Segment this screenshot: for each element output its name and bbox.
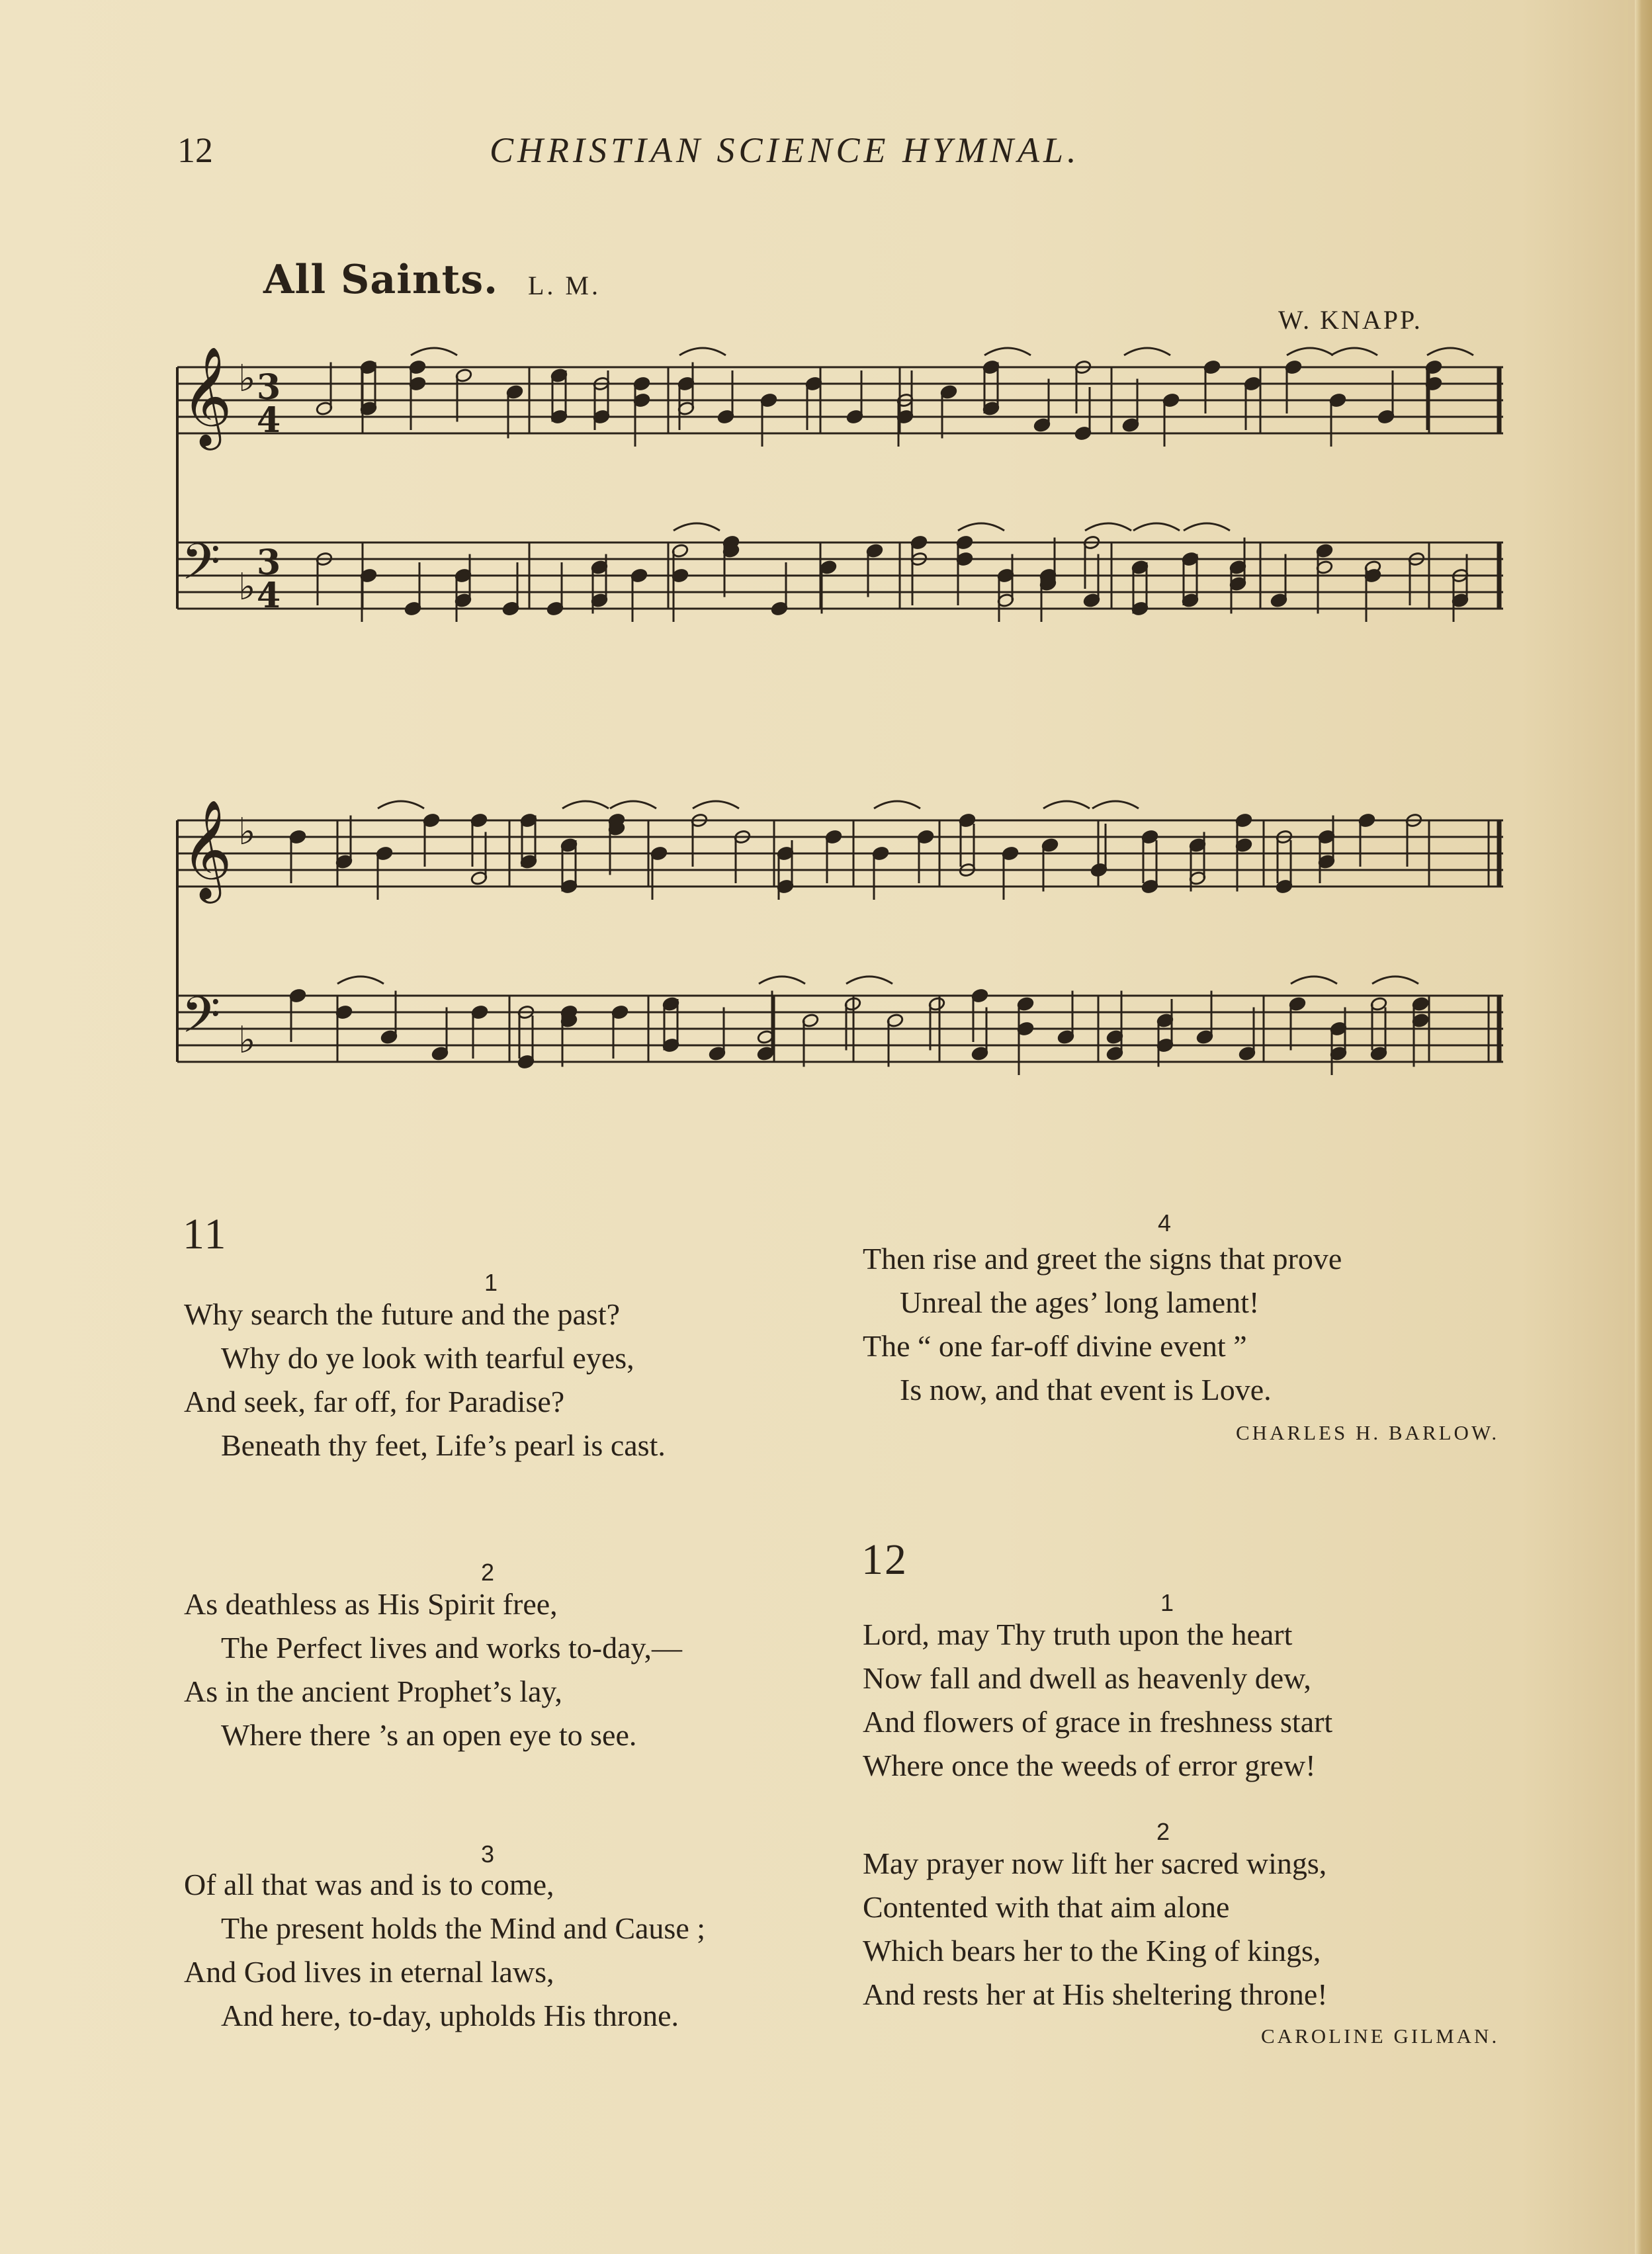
verse-line: Why do ye look with tearful eyes, (221, 1341, 634, 1375)
composer: W. KNAPP. (1278, 305, 1422, 335)
stanza-number: 4 (1158, 1209, 1172, 1236)
hymn-author: CAROLINE GILMAN. (1261, 2024, 1500, 2048)
verse-line: Is now, and that event is Love. (900, 1373, 1272, 1407)
tune-name: All Saints. (263, 257, 499, 303)
time-signature: 4 (257, 576, 281, 616)
verse-line: Beneath thy feet, Life’s pearl is cast. (221, 1428, 666, 1462)
flat-icon: ♭ (238, 1019, 256, 1062)
time-signature: 3 (257, 542, 281, 583)
flat-icon: ♭ (238, 810, 256, 853)
bass-clef-icon: 𝄢 (181, 986, 221, 1057)
slur (846, 976, 892, 984)
stanza-number: 2 (1156, 1818, 1170, 1845)
slur (378, 801, 424, 808)
time-signature: 3 (257, 367, 281, 408)
slur (411, 348, 457, 355)
hymn-author: CHARLES H. BARLOW. (1236, 1421, 1500, 1444)
slur (984, 348, 1031, 355)
verse-line: The present holds the Mind and Cause ; (221, 1911, 706, 1945)
bass-clef-icon: 𝄢 (181, 533, 221, 603)
verse-line: Then rise and greet the signs that prove (863, 1242, 1342, 1276)
verse-line: Now fall and dwell as heavenly dew, (863, 1661, 1311, 1695)
verse-line: Contented with that aim alone (863, 1890, 1230, 1924)
verse-line: Which bears her to the King of kings, (863, 1934, 1321, 1968)
slur (679, 348, 726, 355)
slur (610, 801, 656, 808)
verse-line: And flowers of grace in freshness start (863, 1705, 1333, 1739)
treble-clef-icon: 𝄞 (181, 345, 232, 446)
verse-line: And here, to-day, upholds His throne. (221, 1999, 679, 2032)
treble-clef-icon: 𝄞 (181, 799, 232, 899)
time-signature: 4 (257, 400, 281, 441)
hymn-number: 11 (183, 1210, 228, 1258)
verse-line: And God lives in eternal laws, (184, 1955, 554, 1989)
verse-line: Of all that was and is to come, (184, 1868, 554, 1901)
verse-line: Where once the weeds of error grew! (863, 1749, 1316, 1782)
slur (1372, 976, 1418, 984)
slur (562, 801, 609, 808)
tune-meter: L. M. (528, 271, 601, 300)
slur (674, 523, 720, 531)
stanza-number: 2 (481, 1559, 495, 1586)
slur (1043, 801, 1090, 808)
staff-4 (177, 986, 1503, 1062)
stanza-number: 3 (481, 1841, 495, 1868)
stanza-number: 1 (484, 1269, 498, 1296)
slur (958, 523, 1004, 531)
verse-line: The Perfect lives and works to-day,— (221, 1631, 683, 1665)
page-number: 12 (177, 130, 213, 170)
slur (1133, 523, 1180, 531)
verse-line: As in the ancient Prophet’s lay, (184, 1674, 562, 1708)
slur (1291, 976, 1337, 984)
music-score (0, 0, 1652, 1125)
slur (1184, 523, 1230, 531)
verse-line: And seek, far off, for Paradise? (184, 1385, 565, 1418)
slur (337, 976, 384, 984)
verse-line: Lord, may Thy truth upon the heart (863, 1618, 1293, 1651)
verse-line: And rests her at His sheltering throne! (863, 1977, 1328, 2011)
verse-line: As deathless as His Spirit free, (184, 1587, 558, 1621)
flat-icon: ♭ (238, 566, 256, 609)
running-title: CHRISTIAN SCIENCE HYMNAL. (490, 130, 1080, 170)
verse-line: The “ one far-off divine event ” (863, 1329, 1247, 1363)
slur (1124, 348, 1170, 355)
slur (1092, 801, 1139, 808)
slur (1331, 348, 1377, 355)
slur (759, 976, 805, 984)
slur (1427, 348, 1473, 355)
verse-line: Unreal the ages’ long lament! (900, 1285, 1260, 1319)
stanza-number: 1 (1160, 1589, 1174, 1616)
slur (1085, 523, 1131, 531)
flat-icon: ♭ (238, 357, 256, 400)
staff-1 (177, 345, 1503, 451)
slur (1287, 348, 1333, 355)
slur (874, 801, 920, 808)
verse-line: Why search the future and the past? (184, 1297, 621, 1331)
staff-3 (177, 799, 1503, 904)
verse-line: May prayer now lift her sacred wings, (863, 1846, 1327, 1880)
verse-line: Where there ’s an open eye to see. (221, 1718, 637, 1752)
slur (693, 801, 739, 808)
hymn-number: 12 (861, 1536, 908, 1584)
